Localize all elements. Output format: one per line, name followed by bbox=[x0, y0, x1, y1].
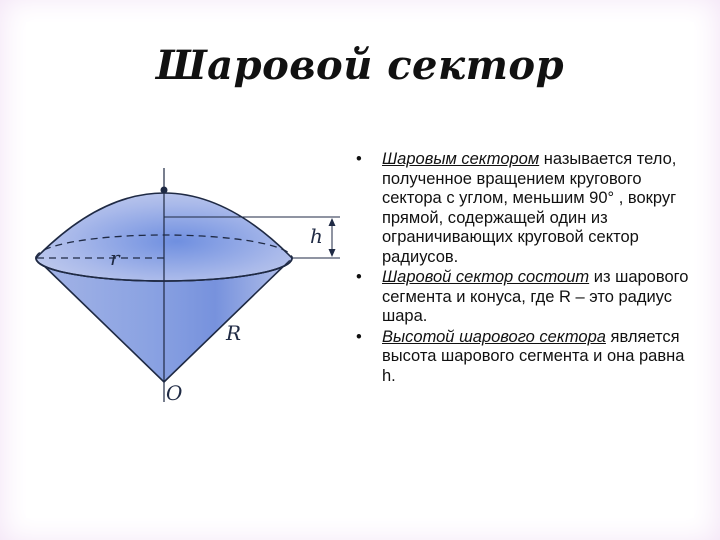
label-O: O bbox=[166, 381, 183, 405]
label-R: R bbox=[226, 321, 242, 345]
spherical-sector-drawing bbox=[0, 140, 360, 440]
slide-title: Шаровой сектор bbox=[155, 42, 565, 89]
bullet-item-height bbox=[352, 328, 697, 387]
bullet-item-composition bbox=[352, 268, 697, 327]
bullet-item-definition bbox=[352, 150, 697, 267]
bullet-text: из шарового сегмента и конуса, где R – это радиус шара. bbox=[382, 268, 689, 325]
bullet-dot: • bbox=[356, 327, 362, 346]
bullet-text: является высота шарового сегмента и она равна h. bbox=[382, 327, 685, 385]
h-arrow-up bbox=[329, 218, 336, 226]
h-arrow-down bbox=[329, 249, 336, 257]
label-h: h bbox=[310, 224, 323, 248]
spherical-sector-figure bbox=[0, 140, 360, 440]
bullet-dot: • bbox=[356, 150, 362, 168]
label-r: r bbox=[110, 246, 120, 270]
bullet-text: называется тело, полученное вращением кругового сектора с углом, меньшим 90° , вокруг прямой, содержащей один из ограничивающих круговой сектор радиусов. bbox=[382, 150, 677, 266]
bullet-term: Шаровым сектором bbox=[382, 150, 540, 168]
apex-dot bbox=[161, 187, 168, 194]
bullet-term: Шаровой сектор состоит bbox=[382, 268, 590, 286]
bullet-term: Высотой шарового сектора bbox=[382, 327, 606, 346]
definition-list bbox=[352, 150, 697, 387]
bullet-dot: • bbox=[356, 268, 362, 286]
